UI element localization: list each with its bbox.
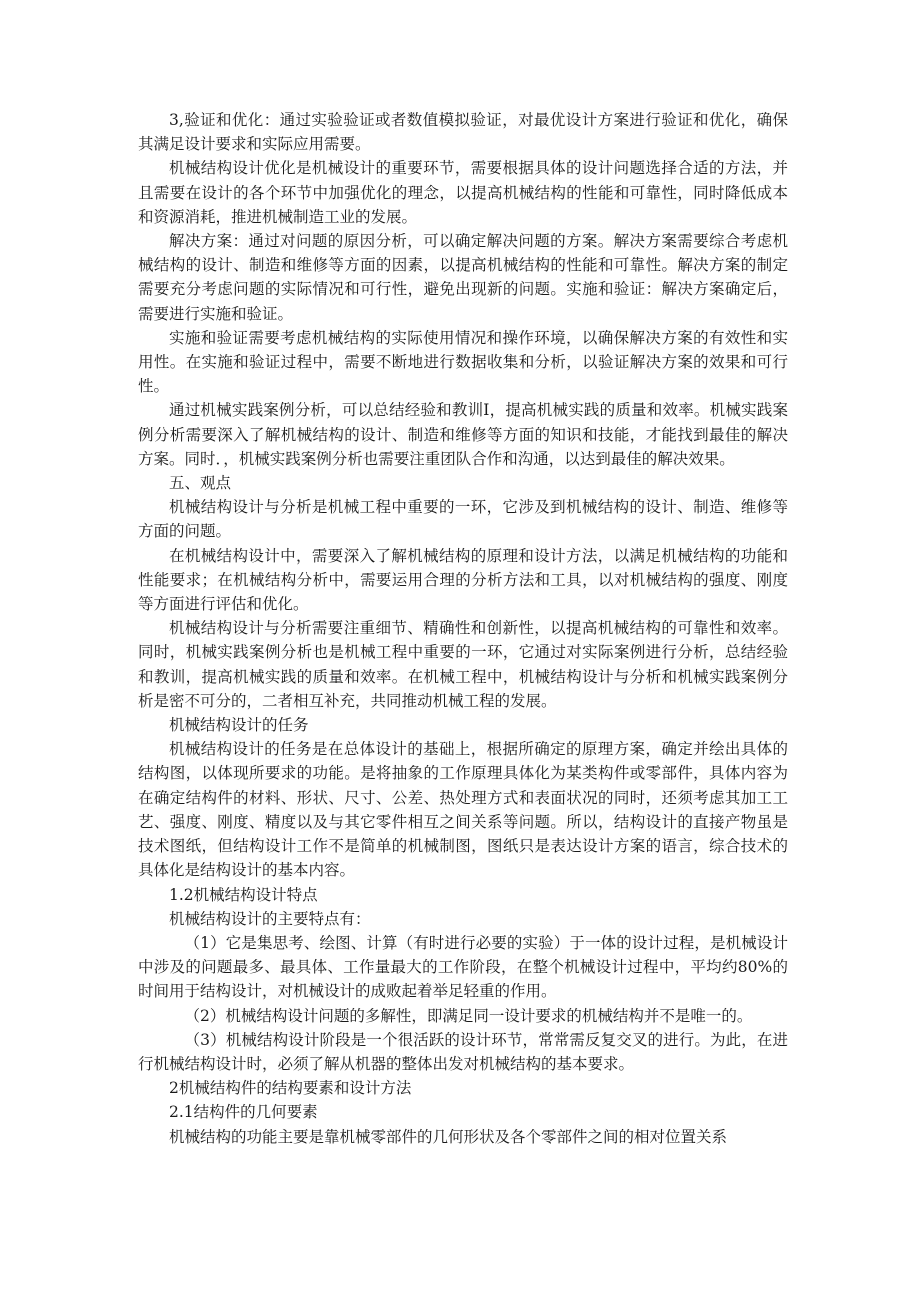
- paragraph-implementation: 实施和验证需要考虑机械结构的实际使用情况和操作环境，以确保解决方案的有效性和实用性。在实施和验证过程中，需要不断地进行数据收集和分析，以验证解决方案的效果和可行性。: [138, 328, 788, 396]
- paragraph-detail-precision: 机械结构设计与分析需要注重细节、精确性和创新性，以提高机械结构的可靠性和效率。同时，机械实践案例分析也是机械工程中重要的一环，它通过对实际案例进行分析，总结经验和教训，提高机械实践的质量和效率。在机械工程中，机械结构设计与分析和机械实践案例分析是密不可分的，二者相互补充，共同推动机械工程的发展。: [138, 619, 788, 710]
- document-page: [138, 108, 788, 1149]
- paragraph-solution: 解决方案：通过对问题的原因分析，可以确定解决问题的方案。解决方案需要综合考虑机械结构的设计、制造和维修等方面的因素，以提高机械结构的性能和可靠性。解决方案的制定需要充分考虑问题的实际情况和可行性，避免出现新的问题。实施和验证：解决方案确定后，需要进行实施和验证。: [138, 232, 788, 323]
- list-item-feature-1: （1）它是集思考、绘图、计算（有时进行必要的实验）于一体的设计过程，是机械设计中涉及的问题最多、最具体、工作量最大的工作阶段，在整个机械设计过程中，平均约80%的时间用于结构设计，对机械设计的成败起着举足轻重的作用。: [138, 933, 788, 1001]
- heading-geometric-elements: 2.1结构件的几何要素: [169, 1103, 318, 1122]
- heading-design-features: 1.2机械结构设计特点: [169, 885, 318, 904]
- paragraph-design-task: 机械结构设计的任务是在总体设计的基础上，根据所确定的原理方案，确定并绘出具体的结构图，以体现所要求的功能。是将抽象的工作原理具体化为某类构件或零部件，具体内容为在确定结构件的材料、形状、尺寸、公差、热处理方式和表面状况的同时，还须考虑其加工工艺、强度、刚度、精度以及与其它零件相互之间关系等问题。所以，结构设计的直接产物虽是技术图纸，但结构设计工作不是简单的机械制图，图纸只是表达设计方案的语言，综合技术的具体化是结构设计的基本内容。: [138, 740, 788, 880]
- paragraph-features-intro: 机械结构设计的主要特点有：: [169, 909, 371, 928]
- paragraph-verify-optimize: 3,验证和优化：通过实验验证或者数值模拟验证，对最优设计方案进行验证和优化，确保其满足设计要求和实际应用需要。: [138, 111, 788, 154]
- paragraph-geometric-intro: 机械结构的功能主要是靠机械零部件的几何形状及各个零部件之间的相对位置关系: [169, 1127, 728, 1146]
- heading-structural-elements: 2机械结构件的结构要素和设计方法: [169, 1079, 412, 1098]
- paragraph-design-analysis: 在机械结构设计中，需要深入了解机械结构的原理和设计方法，以满足机械结构的功能和性能要求；在机械结构分析中，需要运用合理的分析方法和工具，以对机械结构的强度、刚度等方面进行评估和优化。: [138, 546, 788, 614]
- heading-design-task: 机械结构设计的任务: [169, 716, 309, 735]
- paragraph-case-analysis: 通过机械实践案例分析，可以总结经验和教训I，提高机械实践的质量和效率。机械实践案例分析需要深入了解机械结构的设计、制造和维修等方面的知识和技能，才能找到最佳的解决方案。同时．，机械实践案例分析也需要注重团队合作和沟通，以达到最佳的解决效果。: [138, 401, 788, 468]
- paragraph-viewpoint-intro: 机械结构设计与分析是机械工程中重要的一环，它涉及到机械结构的设计、制造、维修等方面的问题。: [138, 498, 788, 541]
- paragraph-structure-optimization: 机械结构设计优化是机械设计的重要环节，需要根据具体的设计问题选择合适的方法，并且需要在设计的各个环节中加强优化的理念，以提高机械结构的性能和可靠性，同时降低成本和资源消耗，推进机械制造工业的发展。: [138, 159, 788, 226]
- section-heading-viewpoint: 五、观点: [169, 474, 232, 493]
- list-item-feature-3: （3）机械结构设计阶段是一个很活跃的设计环节，常常需反复交叉的进行。为此，在进行机械结构设计时，必须了解从机器的整体出发对机械结构的基本要求。: [138, 1030, 788, 1073]
- list-item-feature-2: （2）机械结构设计问题的多解性，即满足同一设计要求的机械结构并不是唯一的。: [184, 1006, 753, 1025]
